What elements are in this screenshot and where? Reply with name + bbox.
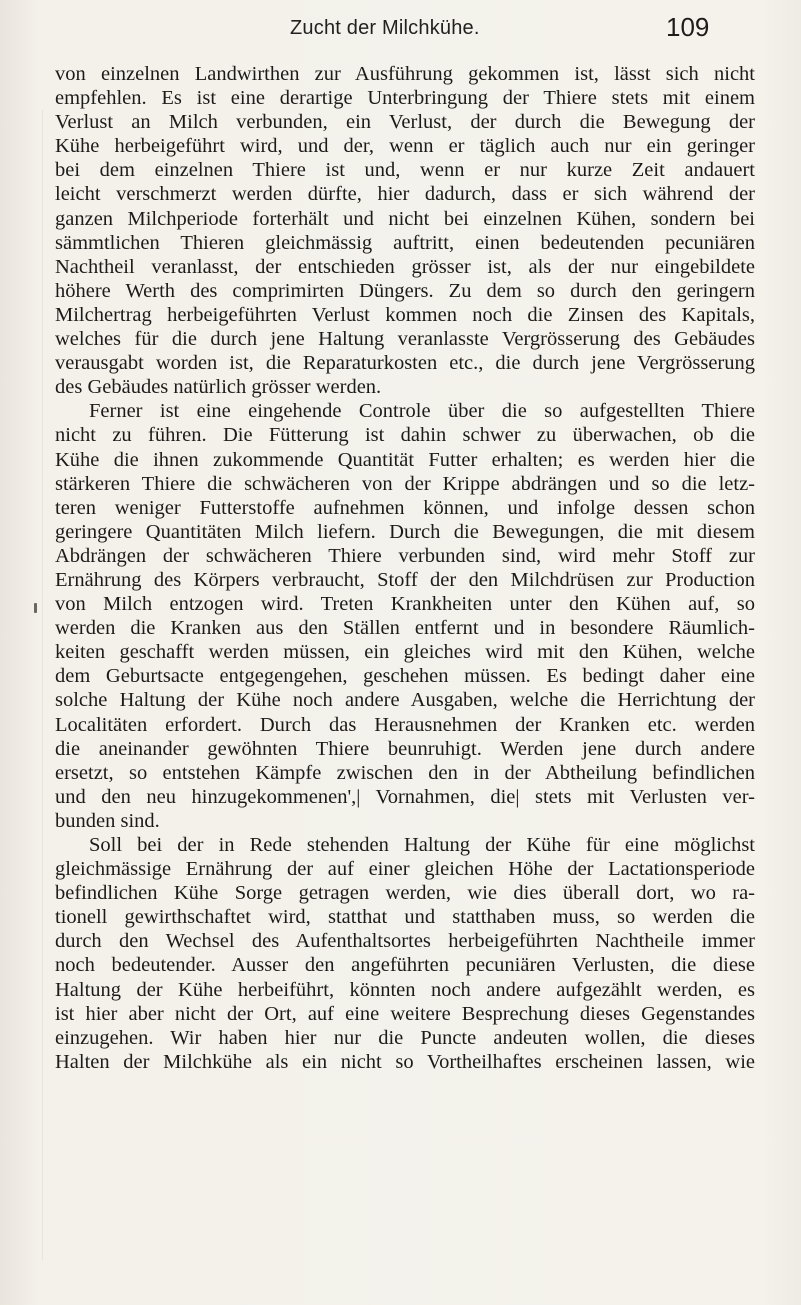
- text-line: leicht verschmerzt werden dürfte, hier dadurch, dass er sich während der: [55, 183, 755, 206]
- text-line: Localitäten erfordert. Durch das Herausnehmen der Kranken etc. werden: [55, 713, 755, 736]
- body-text: [55, 62, 755, 1074]
- page-number: 109: [666, 12, 710, 42]
- text-line: nicht zu führen. Die Fütterung ist dahin schwer zu überwachen, ob die: [55, 424, 755, 447]
- text-line: Nachtheil veranlasst, der entschieden grösser ist, als der nur eingebildete: [55, 255, 755, 278]
- text-line: Halten der Milchkühe als ein nicht so Vortheilhaftes erscheinen lassen, wie: [55, 1050, 755, 1073]
- text-line: tionell gewirthschaftet wird, statthat und statthaben muss, so werden die: [55, 906, 755, 929]
- paragraph-end-line: bunden sind.: [55, 809, 160, 832]
- text-line: dem Geburtsacte entgegengehen, geschehen müssen. Es bedingt daher eine: [55, 665, 755, 688]
- text-line: geringere Quantitäten Milch liefern. Durch die Bewegungen, die mit diesem: [55, 520, 755, 543]
- text-line: und den neu hinzugekommenen',| Vornahmen, die| stets mit Verlusten ver-: [55, 785, 755, 808]
- text-line: keiten geschafft werden müssen, ein gleiches wird mit den Kühen, welche: [55, 641, 755, 664]
- paragraph-start-line: Ferner ist eine eingehende Controle über die so aufgestellten Thiere: [89, 400, 755, 423]
- margin-mark: [34, 603, 37, 613]
- text-line: befindlichen Kühe Sorge getragen werden, wie dies überall dort, wo ra-: [55, 882, 755, 905]
- text-line: von einzelnen Landwirthen zur Ausführung gekommen ist, lässt sich nicht: [55, 63, 755, 85]
- text-line: die aneinander gewöhnten Thiere beunruhigt. Werden jene durch andere: [55, 737, 755, 760]
- text-line: noch bedeutender. Ausser den angeführten pecuniären Verlusten, die diese: [55, 954, 755, 977]
- text-line: einzugehen. Wir haben hier nur die Puncte andeuten wollen, die dieses: [55, 1026, 755, 1049]
- text-line: Ernährung des Körpers verbraucht, Stoff der den Milchdrüsen zur Production: [55, 568, 755, 591]
- text-line: empfehlen. Es ist eine derartige Unterbringung der Thiere stets mit einem: [55, 87, 755, 110]
- text-line: Milchertrag herbeigeführten Verlust kommen noch die Zinsen des Kapitals,: [55, 303, 755, 326]
- text-line: Abdrängen der schwächeren Thiere verbunden sind, wird mehr Stoff zur: [55, 544, 755, 567]
- text-line: Kühe herbeigeführt wird, und der, wenn er täglich auch nur ein geringer: [55, 135, 755, 158]
- text-line: verausgabt worden ist, die Reparaturkosten etc., die durch jene Vergrösserung: [55, 352, 755, 375]
- text-line: ersetzt, so entstehen Kämpfe zwischen den in der Abtheilung befindlichen: [55, 761, 755, 784]
- text-line: von Milch entzogen wird. Treten Krankheiten unter den Kühen auf, so: [55, 593, 755, 616]
- text-line: stärkeren Thiere die schwächeren von der Krippe abdrängen und so die letz-: [55, 472, 755, 495]
- running-title: Zucht der Milchkühe.: [290, 17, 480, 39]
- paragraph-end-line: des Gebäudes natürlich grösser werden.: [55, 376, 382, 399]
- text-line: welches für die durch jene Haltung veranlasste Vergrösserung des Gebäudes: [55, 328, 755, 351]
- text-line: werden die Kranken aus den Ställen entfernt und in besondere Räumlich-: [55, 617, 755, 640]
- running-header: [0, 12, 801, 46]
- text-line: höhere Werth des comprimirten Düngers. Zu dem so durch den geringern: [55, 279, 755, 302]
- text-line: durch den Wechsel des Aufenthaltsortes herbeigeführten Nachtheile immer: [55, 930, 755, 953]
- text-line: sämmtlichen Thieren gleichmässig auftritt, einen bedeutenden pecuniären: [55, 231, 755, 254]
- page-fold-shadow: [42, 110, 43, 1260]
- text-line: teren weniger Futterstoffe aufnehmen können, und infolge dessen schon: [55, 496, 755, 519]
- paragraph-start-line: Soll bei der in Rede stehenden Haltung der Kühe für eine möglichst: [89, 834, 755, 856]
- text-line: Haltung der Kühe herbeiführt, könnten noch andere aufgezählt werden, es: [55, 978, 755, 1001]
- text-line: ist hier aber nicht der Ort, auf eine weitere Besprechung dieses Gegenstandes: [55, 1002, 755, 1025]
- text-line: solche Haltung der Kühe noch andere Ausgaben, welche die Herrichtung der: [55, 689, 755, 712]
- text-line: ganzen Milchperiode forterhält und nicht bei einzelnen Kühen, sondern bei: [55, 207, 755, 230]
- text-line: gleichmässige Ernährung der auf einer gleichen Höhe der Lactationsperiode: [55, 858, 755, 881]
- text-line: Kühe die ihnen zukommende Quantität Futter erhalten; es werden hier die: [55, 448, 755, 471]
- text-line: Verlust an Milch verbunden, ein Verlust, der durch die Bewegung der: [55, 111, 755, 134]
- text-line: bei dem einzelnen Thiere ist und, wenn er nur kurze Zeit andauert: [55, 159, 755, 182]
